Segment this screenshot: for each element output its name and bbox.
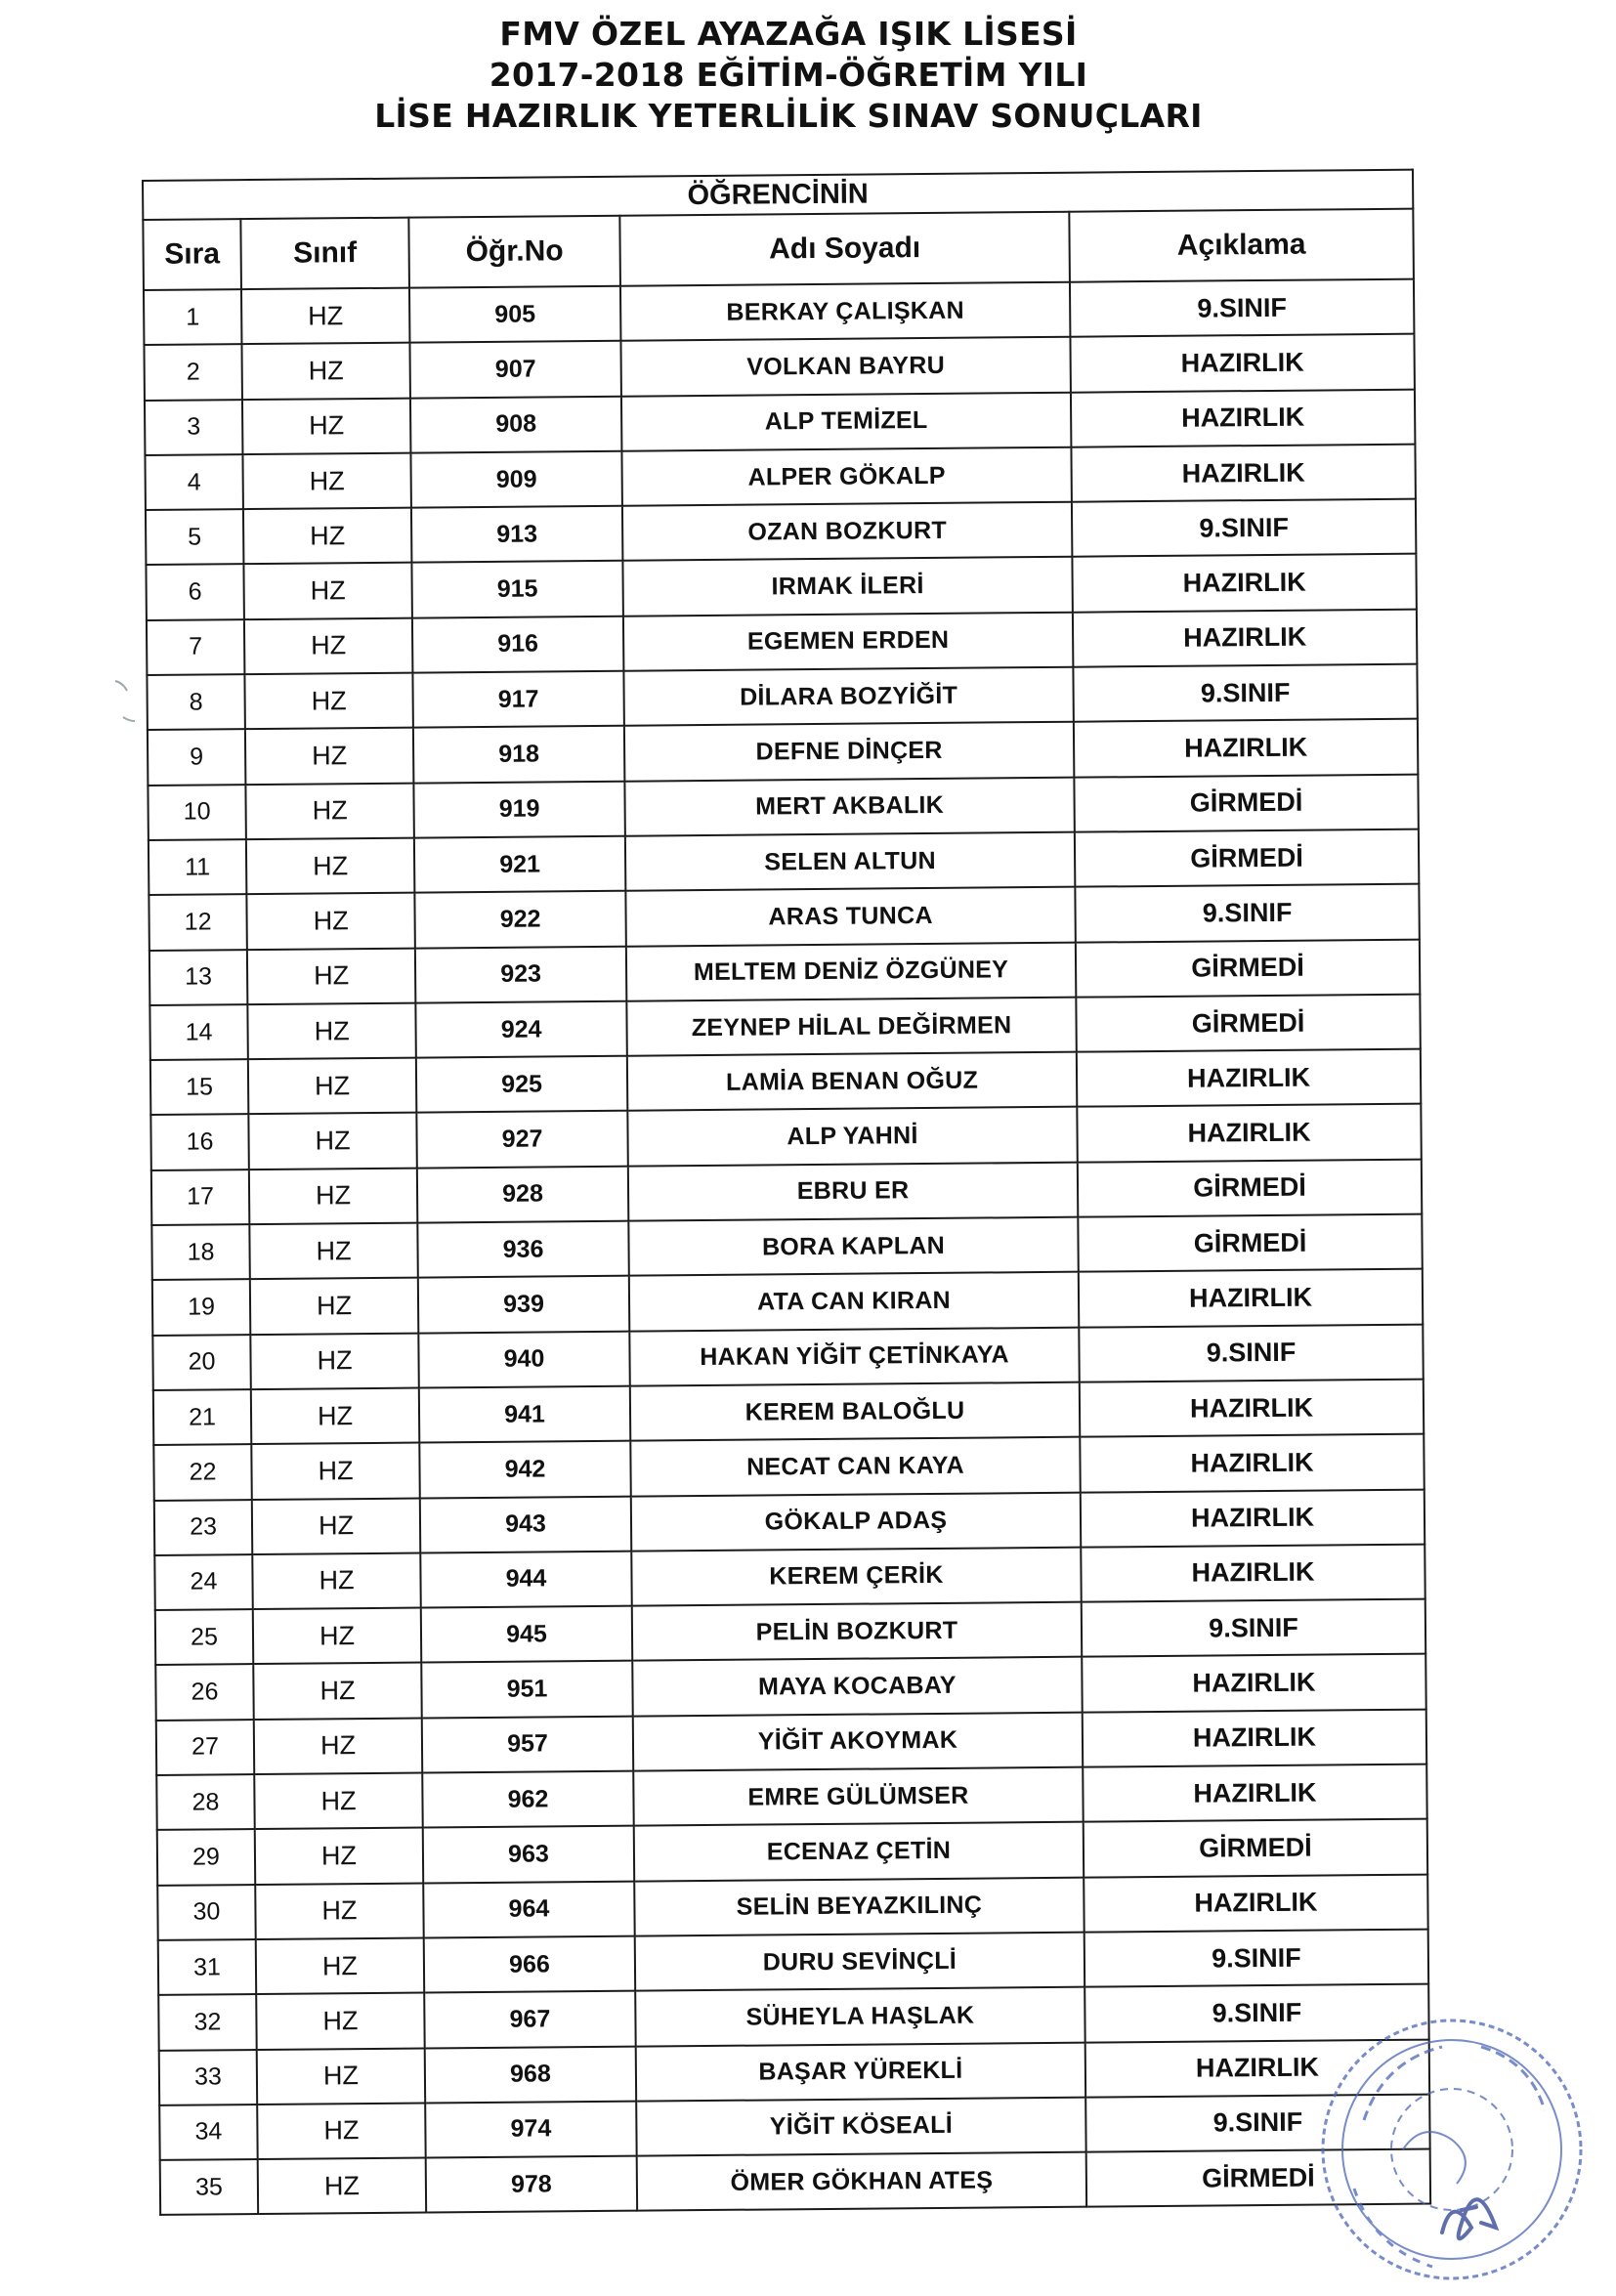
- cell-ogr-no: 919: [413, 781, 624, 837]
- cell-ogr-no: 968: [425, 2046, 636, 2103]
- cell-ogr-no: 925: [416, 1056, 627, 1113]
- cell-sira: 13: [149, 950, 247, 1005]
- cell-ogr-no: 913: [411, 506, 622, 563]
- cell-ogr-no: 918: [413, 726, 624, 783]
- cell-aciklama: GİRMEDİ: [1078, 1159, 1423, 1216]
- cell-sinif: HZ: [244, 617, 412, 674]
- cell-adi-soyadi: BERKAY ÇALIŞKAN: [620, 282, 1070, 341]
- cell-ogr-no: 951: [421, 1661, 632, 1718]
- cell-aciklama: HAZIRLIK: [1070, 334, 1415, 392]
- cell-sinif: HZ: [247, 948, 415, 1004]
- cell-aciklama: HAZIRLIK: [1077, 1049, 1422, 1107]
- cell-sira: 33: [159, 2050, 257, 2105]
- cell-sira: 9: [148, 729, 245, 785]
- cell-sira: 27: [156, 1720, 254, 1775]
- cell-aciklama: 9.SINIF: [1075, 884, 1420, 942]
- cell-adi-soyadi: OZAN BOZKURT: [622, 502, 1072, 561]
- cell-sinif: HZ: [257, 2103, 425, 2159]
- official-stamp-icon: [1296, 2003, 1589, 2296]
- cell-adi-soyadi: ÖMER GÖKHAN ATEŞ: [637, 2152, 1086, 2211]
- cell-sira: 26: [155, 1664, 253, 1720]
- cell-sinif: HZ: [243, 508, 411, 565]
- cell-adi-soyadi: MERT AKBALIK: [624, 777, 1074, 835]
- column-header-row: [143, 209, 1414, 290]
- cell-sinif: HZ: [255, 1828, 423, 1885]
- cell-sira: 23: [154, 1500, 252, 1555]
- cell-ogr-no: 928: [417, 1166, 628, 1222]
- cell-adi-soyadi: ARAS TUNCA: [625, 887, 1075, 946]
- cell-ogr-no: 944: [420, 1552, 631, 1608]
- cell-ogr-no: 907: [409, 341, 620, 398]
- cell-ogr-no: 916: [412, 616, 623, 672]
- cell-sira: 4: [145, 454, 242, 510]
- cell-sinif: HZ: [254, 1718, 422, 1774]
- cell-aciklama: GİRMEDİ: [1074, 774, 1419, 831]
- cell-ogr-no: 978: [426, 2156, 637, 2213]
- cell-adi-soyadi: EGEMEN ERDEN: [623, 612, 1073, 670]
- cell-adi-soyadi: LAMİA BENAN OĞUZ: [627, 1052, 1077, 1111]
- cell-sinif: HZ: [252, 1552, 420, 1609]
- cell-sinif: HZ: [256, 1993, 424, 2050]
- cell-adi-soyadi: SELEN ALTUN: [625, 832, 1075, 891]
- cell-sira: 18: [151, 1224, 249, 1280]
- cell-adi-soyadi: SÜHEYLA HAŞLAK: [635, 1987, 1084, 2046]
- cell-sira: 32: [158, 1994, 256, 2050]
- cell-ogr-no: 941: [419, 1386, 630, 1443]
- cell-ogr-no: 966: [424, 1936, 635, 1993]
- column-header-sira: Sıra: [143, 219, 241, 290]
- cell-ogr-no: 908: [410, 396, 621, 452]
- cell-sinif: HZ: [242, 452, 410, 509]
- cell-sira: 28: [156, 1774, 254, 1830]
- cell-aciklama: HAZIRLIK: [1081, 1544, 1425, 1601]
- cell-adi-soyadi: BAŞAR YÜREKLİ: [636, 2042, 1085, 2101]
- cell-adi-soyadi: HAKAN YİĞİT ÇETİNKAYA: [629, 1327, 1079, 1385]
- cell-sinif: HZ: [251, 1443, 419, 1500]
- cell-sinif: HZ: [244, 673, 412, 730]
- cell-sira: 31: [158, 1939, 256, 1995]
- cell-sira: 30: [157, 1885, 255, 1940]
- cell-aciklama: 9.SINIF: [1085, 2094, 1430, 2151]
- cell-sira: 24: [154, 1554, 252, 1610]
- cell-adi-soyadi: BORA KAPLAN: [628, 1217, 1078, 1276]
- cell-sinif: HZ: [249, 1168, 417, 1224]
- column-header-aciklama: Açıklama: [1069, 209, 1414, 282]
- cell-ogr-no: 945: [421, 1606, 632, 1663]
- cell-sinif: HZ: [253, 1608, 421, 1665]
- cell-ogr-no: 922: [414, 891, 625, 948]
- school-name: FMV ÖZEL AYAZAĞA IŞIK LİSESİ: [499, 15, 1078, 53]
- cell-adi-soyadi: ECENAZ ÇETİN: [634, 1822, 1084, 1881]
- cell-sinif: HZ: [252, 1498, 420, 1554]
- cell-aciklama: HAZIRLIK: [1083, 1765, 1427, 1822]
- cell-aciklama: 9.SINIF: [1072, 499, 1417, 557]
- column-header-adi-soyadi: Adı Soyadı: [619, 212, 1070, 286]
- cell-sinif: HZ: [247, 1002, 415, 1059]
- cell-sinif: HZ: [245, 728, 413, 785]
- cell-sira: 19: [152, 1279, 250, 1335]
- cell-ogr-no: 942: [419, 1441, 630, 1498]
- cell-adi-soyadi: IRMAK İLERİ: [622, 557, 1072, 616]
- cell-ogr-no: 909: [410, 451, 621, 508]
- cell-sinif: HZ: [257, 2048, 425, 2105]
- cell-ogr-no: 962: [422, 1771, 633, 1828]
- document-title: LİSE HAZIRLIK YETERLİLİK SINAV SONUÇLARI: [374, 97, 1203, 135]
- cell-sira: 15: [150, 1059, 248, 1115]
- signature-icon: [1442, 2199, 1496, 2238]
- group-header: ÖĞRENCİNİN: [143, 170, 1413, 220]
- cell-sinif: HZ: [251, 1388, 419, 1445]
- column-header-sinif: Sınıf: [240, 218, 409, 289]
- cell-sinif: HZ: [248, 1113, 416, 1169]
- academic-year: 2017-2018 EĞİTİM-ÖĞRETİM YILI: [489, 56, 1088, 94]
- cell-aciklama: 9.SINIF: [1084, 1929, 1429, 1986]
- cell-ogr-no: 924: [415, 1001, 626, 1058]
- cell-sira: 21: [153, 1389, 251, 1445]
- cell-sira: 22: [153, 1444, 251, 1500]
- cell-sira: 12: [149, 894, 246, 950]
- cell-adi-soyadi: DURU SEVİNÇLİ: [635, 1933, 1084, 1991]
- cell-sinif: HZ: [255, 1883, 423, 1939]
- cell-sira: 6: [146, 565, 243, 620]
- cell-sira: 10: [148, 785, 245, 840]
- cell-aciklama: HAZIRLIK: [1080, 1434, 1425, 1492]
- cell-sira: 1: [144, 289, 241, 345]
- cell-aciklama: HAZIRLIK: [1071, 389, 1416, 446]
- table-body: [144, 279, 1430, 2216]
- cell-adi-soyadi: PELİN BOZKURT: [632, 1602, 1082, 1661]
- cell-sira: 16: [150, 1115, 248, 1170]
- cell-aciklama: 9.SINIF: [1082, 1599, 1426, 1657]
- stamp-seal: [1323, 2020, 1581, 2278]
- cell-ogr-no: 921: [414, 836, 625, 893]
- cell-sinif: HZ: [248, 1058, 416, 1115]
- cell-sinif: HZ: [246, 838, 414, 895]
- cell-aciklama: HAZIRLIK: [1080, 1380, 1425, 1437]
- cell-ogr-no: 936: [417, 1221, 628, 1278]
- cell-adi-soyadi: EMRE GÜLÜMSER: [633, 1767, 1083, 1826]
- cell-ogr-no: 939: [418, 1276, 629, 1333]
- cell-aciklama: GİRMEDİ: [1076, 994, 1421, 1051]
- table-row: [160, 2149, 1430, 2216]
- cell-ogr-no: 964: [423, 1881, 634, 1937]
- cell-sira: 35: [160, 2159, 258, 2215]
- cell-ogr-no: 905: [409, 286, 620, 343]
- cell-sinif: HZ: [241, 288, 409, 345]
- cell-sinif: HZ: [250, 1333, 418, 1389]
- cell-aciklama: HAZIRLIK: [1073, 609, 1418, 666]
- cell-aciklama: HAZIRLIK: [1077, 1104, 1422, 1162]
- cell-aciklama: HAZIRLIK: [1081, 1489, 1425, 1547]
- cell-adi-soyadi: KEREM BALOĞLU: [630, 1382, 1080, 1441]
- cell-adi-soyadi: KEREM ÇERİK: [631, 1547, 1081, 1605]
- cell-sinif: HZ: [254, 1773, 422, 1830]
- cell-aciklama: HAZIRLIK: [1072, 554, 1417, 612]
- cell-adi-soyadi: ALP YAHNİ: [627, 1107, 1077, 1166]
- cell-aciklama: GİRMEDİ: [1084, 1819, 1428, 1877]
- cell-sinif: HZ: [258, 2158, 426, 2215]
- cell-sinif: HZ: [245, 783, 413, 839]
- cell-aciklama: GİRMEDİ: [1086, 2149, 1431, 2207]
- cell-sira: 25: [155, 1609, 253, 1665]
- cell-aciklama: 9.SINIF: [1084, 1984, 1429, 2042]
- cell-adi-soyadi: NECAT CAN KAYA: [630, 1437, 1080, 1496]
- cell-sira: 14: [149, 1004, 247, 1060]
- cell-aciklama: 9.SINIF: [1070, 279, 1415, 337]
- cell-sinif: HZ: [250, 1278, 418, 1335]
- cell-adi-soyadi: YİĞİT KÖSEALİ: [636, 2097, 1085, 2155]
- cell-aciklama: GİRMEDİ: [1075, 829, 1420, 887]
- cell-adi-soyadi: MAYA KOCABAY: [632, 1657, 1082, 1716]
- cell-adi-soyadi: GÖKALP ADAŞ: [631, 1492, 1081, 1551]
- cell-aciklama: HAZIRLIK: [1074, 719, 1419, 777]
- cell-adi-soyadi: MELTEM DENİZ ÖZGÜNEY: [626, 942, 1076, 1000]
- cell-aciklama: GİRMEDİ: [1076, 939, 1421, 997]
- cell-ogr-no: 915: [411, 561, 622, 617]
- cell-aciklama: HAZIRLIK: [1082, 1654, 1426, 1712]
- cell-sinif: HZ: [246, 893, 414, 950]
- cell-adi-soyadi: DEFNE DİNÇER: [624, 722, 1074, 781]
- cell-sira: 29: [157, 1829, 255, 1885]
- cell-sira: 11: [149, 839, 246, 895]
- cell-ogr-no: 927: [416, 1111, 627, 1168]
- cell-adi-soyadi: YİĞİT AKOYMAK: [633, 1712, 1083, 1770]
- cell-sira: 8: [147, 674, 244, 730]
- cell-sinif: HZ: [253, 1663, 421, 1720]
- cell-adi-soyadi: ALPER GÖKALP: [621, 447, 1071, 506]
- cell-aciklama: HAZIRLIK: [1085, 2039, 1430, 2097]
- cell-sira: 7: [147, 619, 244, 675]
- cell-aciklama: HAZIRLIK: [1071, 445, 1416, 502]
- cell-sinif: HZ: [249, 1223, 417, 1280]
- cell-sinif: HZ: [242, 398, 410, 454]
- cell-ogr-no: 923: [415, 946, 626, 1002]
- cell-ogr-no: 963: [423, 1826, 634, 1883]
- cell-sinif: HZ: [243, 563, 411, 619]
- cell-sira: 34: [159, 2105, 257, 2160]
- cell-aciklama: GİRMEDİ: [1078, 1214, 1423, 1272]
- cell-adi-soyadi: EBRU ER: [628, 1162, 1078, 1220]
- document-header: [0, 14, 1616, 137]
- cell-sira: 20: [152, 1335, 250, 1390]
- cell-ogr-no: 943: [420, 1496, 631, 1552]
- results-table: [142, 169, 1431, 2217]
- cell-aciklama: HAZIRLIK: [1079, 1269, 1424, 1327]
- cell-adi-soyadi: DİLARA BOZYİĞİT: [623, 667, 1073, 726]
- cell-sinif: HZ: [241, 343, 409, 400]
- column-header-ogr-no: Öğr.No: [408, 216, 620, 288]
- cell-adi-soyadi: ATA CAN KIRAN: [629, 1272, 1079, 1331]
- cell-aciklama: 9.SINIF: [1073, 664, 1418, 722]
- cell-sira: 5: [146, 509, 243, 565]
- cell-adi-soyadi: SELİN BEYAZKILINÇ: [634, 1877, 1084, 1935]
- cell-sinif: HZ: [256, 1937, 424, 1994]
- cell-ogr-no: 917: [412, 671, 623, 728]
- cell-adi-soyadi: ALP TEMİZEL: [621, 392, 1071, 450]
- cell-sira: 17: [151, 1169, 249, 1225]
- cell-sira: 3: [145, 400, 242, 455]
- cell-adi-soyadi: VOLKAN BAYRU: [620, 337, 1070, 396]
- cell-adi-soyadi: ZEYNEP HİLAL DEĞİRMEN: [626, 998, 1076, 1056]
- cell-aciklama: 9.SINIF: [1079, 1324, 1424, 1382]
- cell-aciklama: HAZIRLIK: [1083, 1709, 1427, 1766]
- cell-sira: 2: [144, 344, 241, 400]
- cell-ogr-no: 957: [422, 1716, 633, 1772]
- cell-aciklama: HAZIRLIK: [1084, 1874, 1428, 1932]
- cell-ogr-no: 940: [418, 1331, 629, 1387]
- cell-ogr-no: 974: [425, 2101, 636, 2157]
- cell-ogr-no: 967: [424, 1991, 635, 2048]
